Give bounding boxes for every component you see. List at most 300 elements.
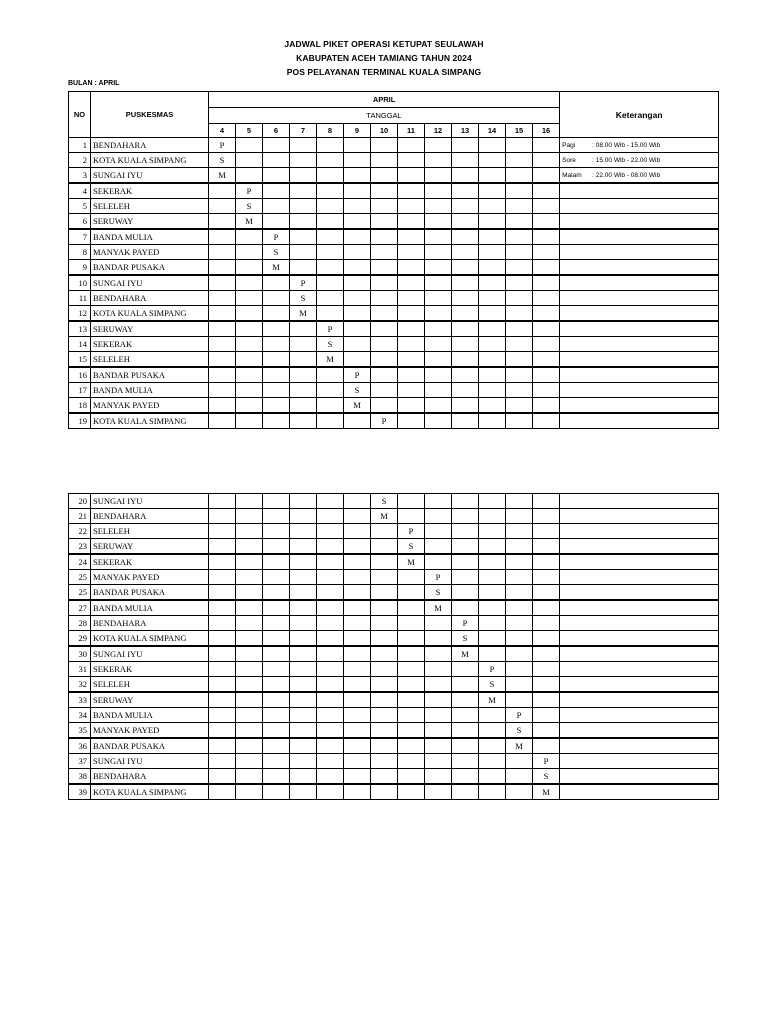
puskesmas-name: SERUWAY	[91, 692, 209, 708]
day-cell-4	[209, 199, 236, 214]
day-cell-14	[479, 754, 506, 769]
shift-label: Malam	[562, 171, 582, 179]
day-cell-14: P	[479, 662, 506, 677]
day-cell-9	[344, 337, 371, 352]
day-cell-14	[479, 784, 506, 800]
day-cell-16	[533, 291, 560, 306]
day-cell-13	[452, 138, 479, 153]
day-cell-12	[425, 708, 452, 723]
day-cell-4	[209, 738, 236, 754]
keterangan-cell	[560, 646, 719, 662]
day-cell-14	[479, 524, 506, 539]
day-cell-8	[317, 260, 344, 276]
keterangan-cell	[560, 539, 719, 555]
day-cell-7	[290, 398, 317, 414]
table-row	[69, 600, 719, 616]
header-month: APRIL	[209, 92, 560, 108]
day-cell-9	[344, 600, 371, 616]
puskesmas-name: BENDAHARA	[91, 291, 209, 306]
day-cell-11	[398, 183, 425, 199]
day-cell-11	[398, 168, 425, 184]
day-cell-8	[317, 708, 344, 723]
day-cell-7	[290, 692, 317, 708]
day-cell-8: S	[317, 337, 344, 352]
day-cell-15: P	[506, 708, 533, 723]
day-cell-5	[236, 708, 263, 723]
day-cell-13: P	[452, 616, 479, 631]
row-number: 2	[69, 153, 91, 168]
table-row	[69, 708, 719, 723]
keterangan-cell	[560, 616, 719, 631]
table-row	[69, 199, 719, 214]
day-cell-4	[209, 708, 236, 723]
day-cell-15	[506, 306, 533, 322]
day-cell-10: M	[371, 509, 398, 524]
day-cell-4	[209, 784, 236, 800]
day-cell-11	[398, 646, 425, 662]
day-cell-8	[317, 413, 344, 429]
day-cell-16: S	[533, 769, 560, 785]
day-cell-12	[425, 183, 452, 199]
table-row	[69, 337, 719, 352]
table-row	[69, 784, 719, 800]
day-cell-15	[506, 199, 533, 214]
table-row	[69, 138, 719, 153]
day-cell-15	[506, 662, 533, 677]
puskesmas-name: SELELEH	[91, 677, 209, 693]
puskesmas-name: BANDA MULIA	[91, 229, 209, 245]
puskesmas-name: MANYAK PAYED	[91, 570, 209, 585]
row-number: 25	[69, 570, 91, 585]
day-cell-13	[452, 183, 479, 199]
puskesmas-name: SUNGAI IYU	[91, 494, 209, 509]
day-cell-15	[506, 260, 533, 276]
day-cell-15: M	[506, 738, 533, 754]
puskesmas-name: BANDAR PUSAKA	[91, 260, 209, 276]
keterangan-cell	[560, 352, 719, 368]
row-number: 28	[69, 616, 91, 631]
day-cell-8	[317, 306, 344, 322]
day-cell-13	[452, 367, 479, 383]
keterangan-cell	[560, 677, 719, 693]
puskesmas-name: SUNGAI IYU	[91, 275, 209, 291]
day-cell-12	[425, 352, 452, 368]
day-cell-4	[209, 509, 236, 524]
row-number: 32	[69, 677, 91, 693]
keterangan-cell	[560, 554, 719, 570]
header-day-6: 6	[263, 124, 290, 138]
day-cell-8	[317, 138, 344, 153]
day-cell-9: P	[344, 367, 371, 383]
day-cell-13	[452, 708, 479, 723]
day-cell-16	[533, 723, 560, 739]
day-cell-9	[344, 275, 371, 291]
day-cell-9	[344, 646, 371, 662]
day-cell-9	[344, 245, 371, 260]
day-cell-12	[425, 199, 452, 214]
puskesmas-name: SERUWAY	[91, 539, 209, 555]
day-cell-15	[506, 245, 533, 260]
day-cell-6	[263, 585, 290, 601]
day-cell-7	[290, 784, 317, 800]
day-cell-10	[371, 291, 398, 306]
day-cell-14	[479, 275, 506, 291]
day-cell-9	[344, 754, 371, 769]
day-cell-4	[209, 554, 236, 570]
day-cell-9	[344, 214, 371, 230]
day-cell-8	[317, 769, 344, 785]
day-cell-10	[371, 337, 398, 352]
day-cell-13	[452, 321, 479, 337]
day-cell-10	[371, 692, 398, 708]
day-cell-6	[263, 769, 290, 785]
shift-time: : 15.00 Wib - 22.00 Wib	[592, 156, 661, 164]
day-cell-12	[425, 168, 452, 184]
day-cell-10	[371, 708, 398, 723]
day-cell-11	[398, 784, 425, 800]
table-row	[69, 494, 719, 509]
row-number: 35	[69, 723, 91, 739]
day-cell-16	[533, 398, 560, 414]
day-cell-8	[317, 168, 344, 184]
day-cell-14	[479, 585, 506, 601]
day-cell-12	[425, 245, 452, 260]
day-cell-5	[236, 631, 263, 647]
keterangan-cell	[560, 494, 719, 509]
day-cell-15	[506, 754, 533, 769]
day-cell-16	[533, 662, 560, 677]
day-cell-4: S	[209, 153, 236, 168]
day-cell-10	[371, 183, 398, 199]
keterangan-cell	[560, 260, 719, 276]
day-cell-15	[506, 138, 533, 153]
day-cell-16	[533, 352, 560, 368]
day-cell-14	[479, 616, 506, 631]
table-row	[69, 245, 719, 260]
keterangan-cell	[560, 337, 719, 352]
day-cell-5	[236, 494, 263, 509]
day-cell-15	[506, 383, 533, 398]
day-cell-5: S	[236, 199, 263, 214]
row-number: 7	[69, 229, 91, 245]
schedule-table-top	[68, 91, 719, 429]
day-cell-4	[209, 413, 236, 429]
day-cell-9	[344, 723, 371, 739]
day-cell-8	[317, 616, 344, 631]
day-cell-5	[236, 754, 263, 769]
day-cell-13	[452, 509, 479, 524]
day-cell-11	[398, 337, 425, 352]
day-cell-5	[236, 616, 263, 631]
day-cell-16	[533, 168, 560, 184]
day-cell-5: P	[236, 183, 263, 199]
day-cell-9	[344, 692, 371, 708]
day-cell-9	[344, 153, 371, 168]
table-row	[69, 769, 719, 785]
day-cell-11	[398, 616, 425, 631]
day-cell-10	[371, 677, 398, 693]
day-cell-7	[290, 199, 317, 214]
keterangan-cell	[560, 600, 719, 616]
day-cell-14	[479, 769, 506, 785]
table-row	[69, 413, 719, 429]
day-cell-9	[344, 260, 371, 276]
row-number: 17	[69, 383, 91, 398]
day-cell-16	[533, 646, 560, 662]
puskesmas-name: BENDAHARA	[91, 769, 209, 785]
row-number: 5	[69, 199, 91, 214]
puskesmas-name: SERUWAY	[91, 321, 209, 337]
document-title-block	[0, 37, 768, 79]
header-day-16: 16	[533, 124, 560, 138]
day-cell-9	[344, 321, 371, 337]
puskesmas-name: MANYAK PAYED	[91, 398, 209, 414]
day-cell-7	[290, 554, 317, 570]
day-cell-14	[479, 291, 506, 306]
day-cell-6	[263, 692, 290, 708]
day-cell-11: P	[398, 524, 425, 539]
day-cell-15	[506, 398, 533, 414]
day-cell-11	[398, 754, 425, 769]
day-cell-11	[398, 306, 425, 322]
day-cell-9	[344, 138, 371, 153]
day-cell-11	[398, 275, 425, 291]
puskesmas-name: BENDAHARA	[91, 509, 209, 524]
day-cell-9	[344, 199, 371, 214]
day-cell-11	[398, 291, 425, 306]
day-cell-9	[344, 554, 371, 570]
puskesmas-name: SUNGAI IYU	[91, 754, 209, 769]
day-cell-4	[209, 616, 236, 631]
keterangan-cell	[560, 291, 719, 306]
day-cell-7	[290, 708, 317, 723]
day-cell-12	[425, 291, 452, 306]
keterangan-cell	[560, 306, 719, 322]
day-cell-14	[479, 229, 506, 245]
table-row	[69, 183, 719, 199]
day-cell-9	[344, 413, 371, 429]
day-cell-14	[479, 367, 506, 383]
day-cell-5	[236, 321, 263, 337]
day-cell-15	[506, 321, 533, 337]
day-cell-11	[398, 245, 425, 260]
day-cell-5	[236, 260, 263, 276]
day-cell-6	[263, 662, 290, 677]
day-cell-8: M	[317, 352, 344, 368]
day-cell-16	[533, 585, 560, 601]
day-cell-5	[236, 539, 263, 555]
day-cell-11	[398, 321, 425, 337]
day-cell-14	[479, 214, 506, 230]
day-cell-16	[533, 692, 560, 708]
day-cell-13	[452, 352, 479, 368]
day-cell-15	[506, 554, 533, 570]
day-cell-5	[236, 168, 263, 184]
day-cell-13	[452, 524, 479, 539]
day-cell-5	[236, 275, 263, 291]
puskesmas-name: BANDAR PUSAKA	[91, 585, 209, 601]
day-cell-15	[506, 631, 533, 647]
day-cell-8	[317, 723, 344, 739]
day-cell-7	[290, 153, 317, 168]
day-cell-10	[371, 367, 398, 383]
day-cell-8	[317, 367, 344, 383]
day-cell-4	[209, 306, 236, 322]
day-cell-12	[425, 306, 452, 322]
table-row	[69, 631, 719, 647]
keterangan-cell	[560, 398, 719, 414]
puskesmas-name: BANDA MULIA	[91, 708, 209, 723]
day-cell-8	[317, 784, 344, 800]
day-cell-11	[398, 769, 425, 785]
day-cell-16	[533, 570, 560, 585]
day-cell-7	[290, 646, 317, 662]
day-cell-12	[425, 692, 452, 708]
day-cell-13	[452, 291, 479, 306]
day-cell-9	[344, 631, 371, 647]
day-cell-4: P	[209, 138, 236, 153]
row-number: 12	[69, 306, 91, 322]
day-cell-14	[479, 383, 506, 398]
day-cell-6	[263, 199, 290, 214]
row-number: 24	[69, 554, 91, 570]
row-number: 10	[69, 275, 91, 291]
day-cell-7	[290, 321, 317, 337]
table-row	[69, 570, 719, 585]
table-row	[69, 214, 719, 230]
day-cell-15	[506, 367, 533, 383]
header-puskesmas: PUSKESMAS	[91, 92, 209, 138]
day-cell-8	[317, 214, 344, 230]
day-cell-7	[290, 337, 317, 352]
day-cell-15	[506, 677, 533, 693]
day-cell-12	[425, 616, 452, 631]
day-cell-5	[236, 524, 263, 539]
table-row	[69, 662, 719, 677]
day-cell-13	[452, 738, 479, 754]
day-cell-7	[290, 754, 317, 769]
day-cell-13	[452, 494, 479, 509]
keterangan-cell	[560, 631, 719, 647]
day-cell-10	[371, 352, 398, 368]
row-number: 9	[69, 260, 91, 276]
day-cell-13	[452, 337, 479, 352]
day-cell-5	[236, 245, 263, 260]
day-cell-8	[317, 677, 344, 693]
table-row	[69, 754, 719, 769]
day-cell-12	[425, 769, 452, 785]
day-cell-10	[371, 275, 398, 291]
day-cell-14	[479, 570, 506, 585]
day-cell-9	[344, 784, 371, 800]
day-cell-12	[425, 677, 452, 693]
day-cell-14	[479, 413, 506, 429]
day-cell-5	[236, 769, 263, 785]
day-cell-7	[290, 539, 317, 555]
day-cell-13	[452, 754, 479, 769]
day-cell-8	[317, 570, 344, 585]
day-cell-6	[263, 554, 290, 570]
day-cell-6	[263, 677, 290, 693]
day-cell-7	[290, 214, 317, 230]
day-cell-12: P	[425, 570, 452, 585]
keterangan-cell	[560, 723, 719, 739]
day-cell-14	[479, 646, 506, 662]
shift-time: : 22.00 Wib - 08.00 Wib	[592, 171, 661, 179]
day-cell-7	[290, 229, 317, 245]
title-line-2: KABUPATEN ACEH TAMIANG TAHUN 2024	[296, 53, 472, 63]
day-cell-4: M	[209, 168, 236, 184]
header-day-7: 7	[290, 124, 317, 138]
day-cell-4	[209, 398, 236, 414]
row-number: 14	[69, 337, 91, 352]
day-cell-10	[371, 138, 398, 153]
day-cell-15	[506, 413, 533, 429]
header-day-10: 10	[371, 124, 398, 138]
row-number: 34	[69, 708, 91, 723]
day-cell-5	[236, 784, 263, 800]
month-label: BULAN : APRIL	[68, 80, 120, 87]
table-row	[69, 260, 719, 276]
day-cell-15	[506, 616, 533, 631]
day-cell-14	[479, 138, 506, 153]
day-cell-7	[290, 769, 317, 785]
day-cell-6	[263, 539, 290, 555]
table-row	[69, 321, 719, 337]
day-cell-6	[263, 570, 290, 585]
day-cell-4	[209, 646, 236, 662]
day-cell-12	[425, 321, 452, 337]
day-cell-10	[371, 524, 398, 539]
header-day-13: 13	[452, 124, 479, 138]
day-cell-5	[236, 306, 263, 322]
day-cell-10: P	[371, 413, 398, 429]
day-cell-7	[290, 367, 317, 383]
day-cell-12	[425, 723, 452, 739]
day-cell-14	[479, 153, 506, 168]
row-number: 22	[69, 524, 91, 539]
row-number: 29	[69, 631, 91, 647]
keterangan-cell	[560, 754, 719, 769]
day-cell-10	[371, 199, 398, 214]
day-cell-9: S	[344, 383, 371, 398]
day-cell-12	[425, 260, 452, 276]
day-cell-14	[479, 352, 506, 368]
day-cell-5	[236, 153, 263, 168]
day-cell-7	[290, 631, 317, 647]
day-cell-7	[290, 494, 317, 509]
row-number: 19	[69, 413, 91, 429]
day-cell-10	[371, 616, 398, 631]
day-cell-5	[236, 398, 263, 414]
puskesmas-name: BANDAR PUSAKA	[91, 367, 209, 383]
day-cell-15	[506, 524, 533, 539]
day-cell-11: S	[398, 539, 425, 555]
day-cell-15	[506, 214, 533, 230]
day-cell-13	[452, 692, 479, 708]
day-cell-14	[479, 183, 506, 199]
title-line-3: POS PELAYANAN TERMINAL KUALA SIMPANG	[286, 67, 482, 77]
day-cell-16	[533, 214, 560, 230]
day-cell-5	[236, 723, 263, 739]
day-cell-13	[452, 723, 479, 739]
day-cell-5	[236, 738, 263, 754]
shift-label: Pagi	[562, 141, 576, 149]
day-cell-12	[425, 631, 452, 647]
day-cell-9	[344, 509, 371, 524]
day-cell-4	[209, 769, 236, 785]
day-cell-16	[533, 677, 560, 693]
